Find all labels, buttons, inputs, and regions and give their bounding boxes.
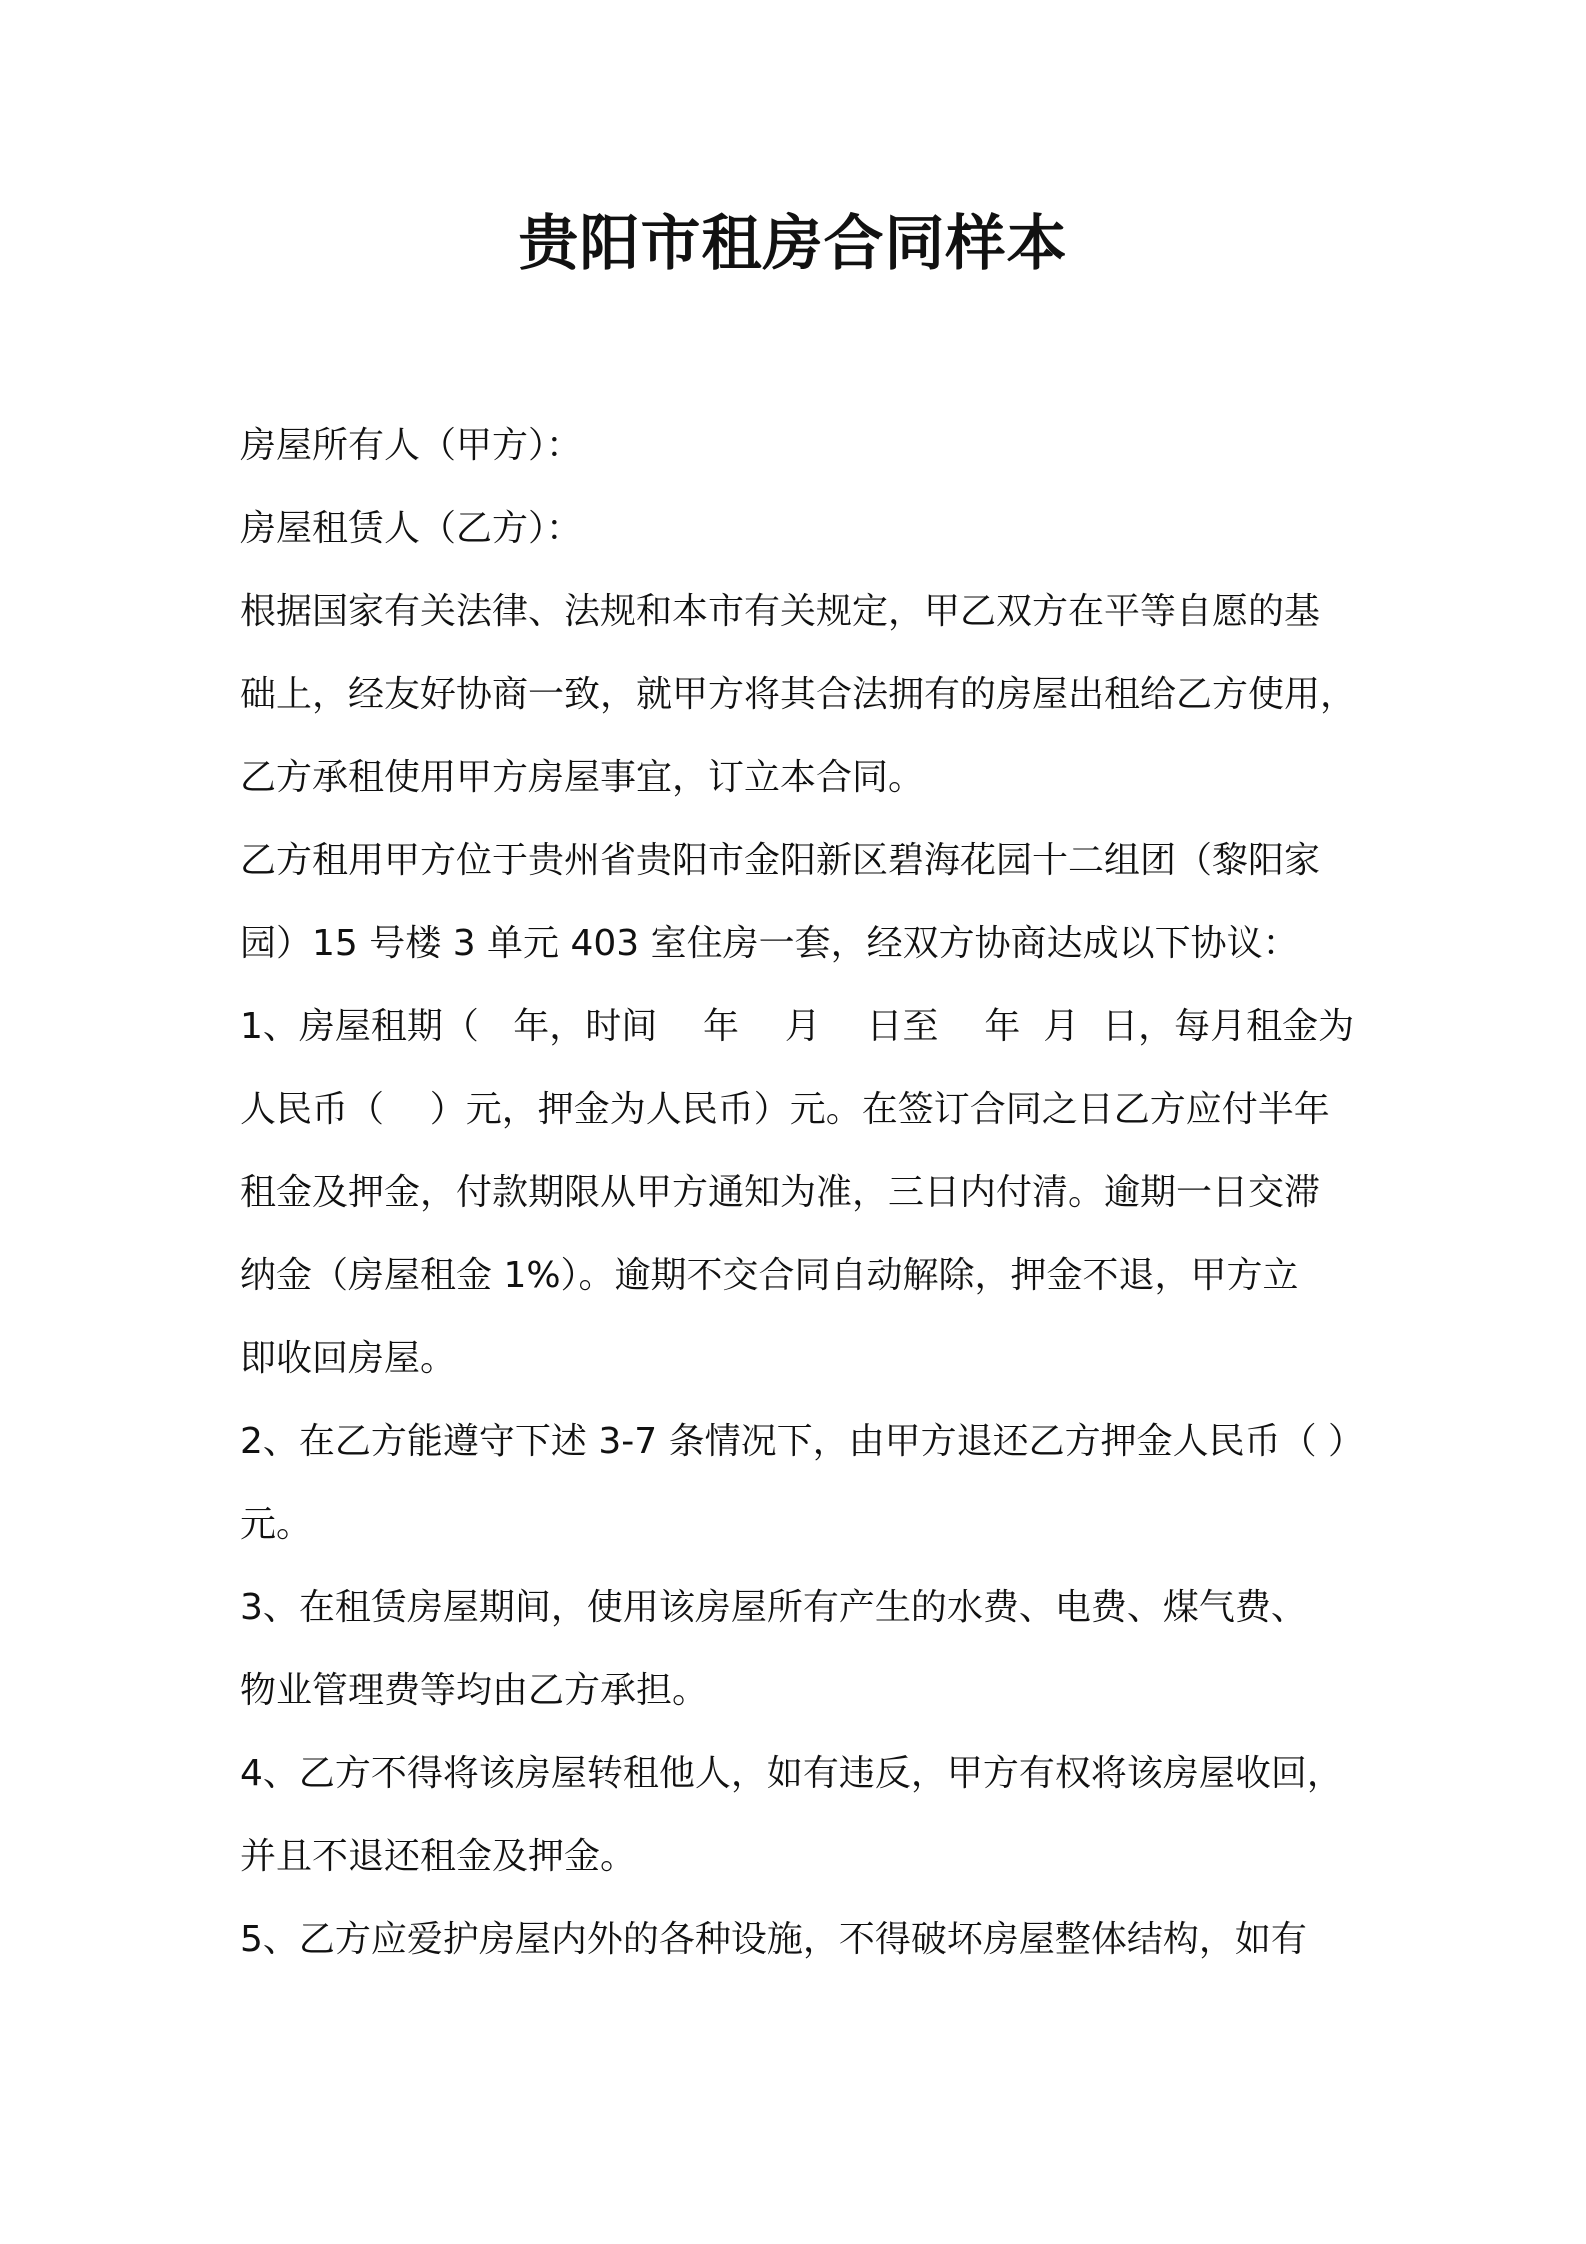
clause-4-line-2: 并且不退还租金及押金。 (240, 1836, 637, 1877)
clause-1-line-5: 即收回房屋。 (240, 1338, 457, 1379)
clause-2-line-2: 元。 (240, 1504, 313, 1545)
document-title: 贵阳市租房合同样本 (518, 209, 1068, 279)
party-b-line: 房屋租赁人（乙方）： (240, 508, 583, 549)
clause-1-line-4: 纳金（房屋租金 1%）。逾期不交合同自动解除，押金不退，甲方立 (240, 1255, 1299, 1296)
clause-3-line-2: 物业管理费等均由乙方承担。 (240, 1670, 709, 1711)
preamble-line-2: 础上，经友好协商一致，就甲方将其合法拥有的房屋出租给乙方使用， (240, 674, 1357, 715)
preamble-line-1: 根据国家有关法律、法规和本市有关规定，甲乙双方在平等自愿的基 (240, 591, 1321, 632)
party-a-line: 房屋所有人（甲方）： (240, 425, 583, 466)
clause-1-line-1: 1、房屋租期（ 年，时间 年 月 日至 年 月 日，每月租金为 (240, 1006, 1355, 1047)
property-line-2: 园）15 号楼 3 单元 403 室住房一套，经双方协商达成以下协议： (240, 923, 1299, 964)
preamble-line-3: 乙方承租使用甲方房屋事宜，订立本合同。 (240, 757, 925, 798)
clause-4-line-1: 4、乙方不得将该房屋转租他人，如有违反，甲方有权将该房屋收回， (240, 1753, 1343, 1794)
clause-1-line-2: 人民币（ ）元，押金为人民币）元。在签订合同之日乙方应付半年 (240, 1089, 1330, 1130)
clause-2-line-1: 2、在乙方能遵守下述 3-7 条情况下，由甲方退还乙方押金人民币（ ） (240, 1421, 1365, 1462)
clause-5-line-1: 5、乙方应爱护房屋内外的各种设施，不得破坏房屋整体结构，如有 (240, 1919, 1307, 1960)
property-line-1: 乙方租用甲方位于贵州省贵阳市金阳新区碧海花园十二组团（黎阳家 (240, 840, 1321, 881)
clause-1-line-3: 租金及押金，付款期限从甲方通知为准，三日内付清。逾期一日交滞 (240, 1172, 1321, 1213)
clause-3-line-1: 3、在租赁房屋期间，使用该房屋所有产生的水费、电费、煤气费、 (240, 1587, 1307, 1628)
contract-body (240, 404, 1370, 1981)
